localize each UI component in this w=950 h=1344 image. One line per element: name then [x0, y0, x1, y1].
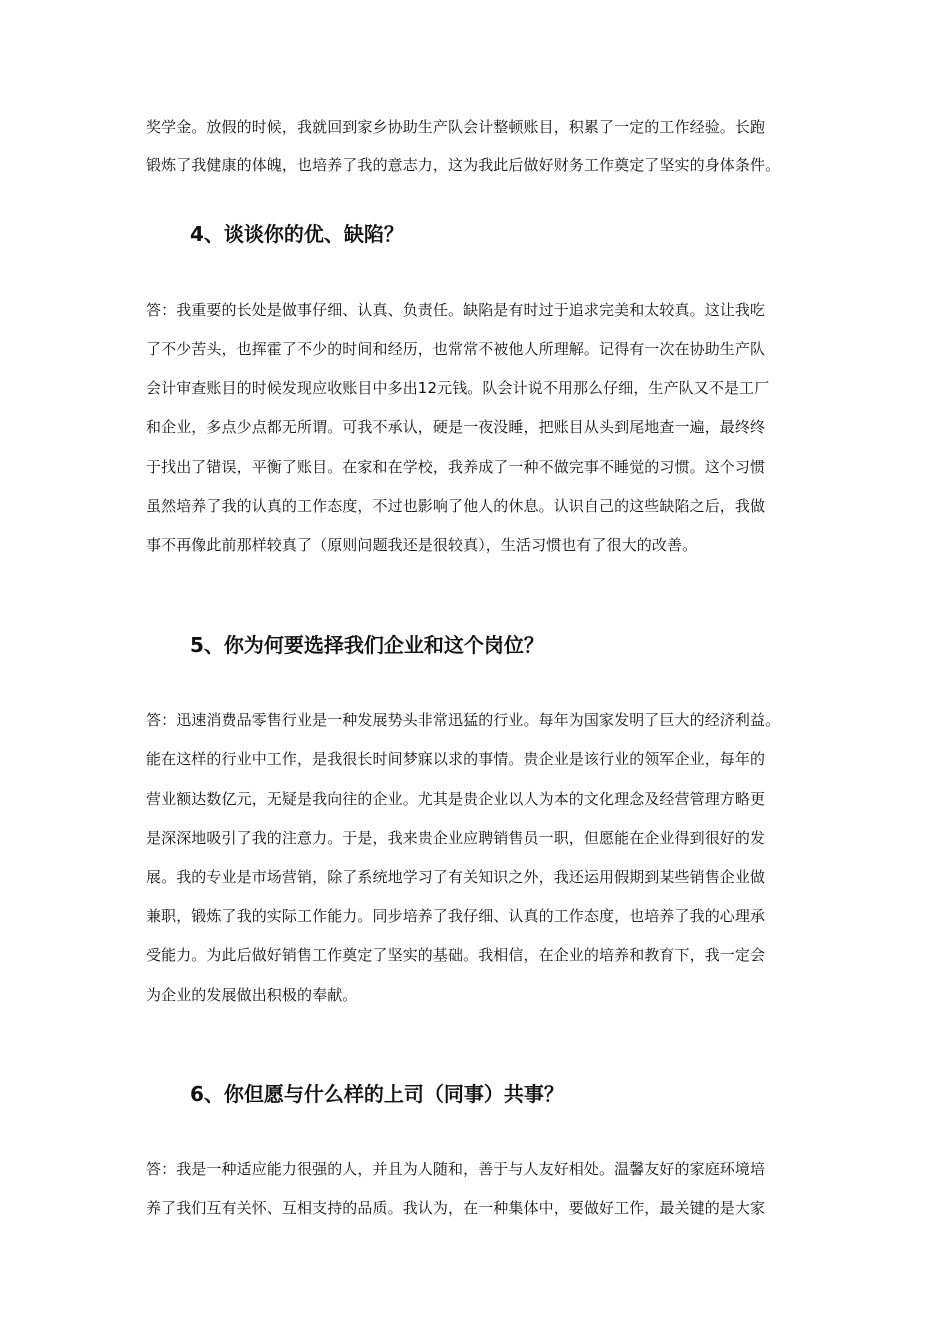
intro-line: 锻炼了我健康的体魄，也培养了我的意志力，这为我此后做好财务工作奠定了坚实的身体条件。	[146, 156, 781, 174]
question-6-heading: 6、你但愿与什么样的上司（同事）共事？	[190, 1082, 564, 1106]
q6-answer-line: 答：我是一种适应能力很强的人，并且为人随和，善于与人友好相处。温馨友好的家庭环境培	[146, 1160, 766, 1178]
q5-answer-line: 是深深地吸引了我的注意力。于是，我来贵企业应聘销售员一职，但愿能在企业得到很好的发	[146, 829, 766, 847]
q5-answer-line: 能在这样的行业中工作，是我很长时间梦寐以求的事情。贵企业是该行业的领军企业，每年的	[146, 750, 766, 768]
q5-answer-line: 营业额达数亿元，无疑是我向往的企业。尤其是贵企业以人为本的文化理念及经营管理方略更	[146, 790, 766, 808]
q4-answer-line: 答：我重要的长处是做事仔细、认真、负责任。缺陷是有时过于追求完美和太较真。这让我吃	[146, 301, 766, 319]
q4-answer-line: 虽然培养了我的认真的工作态度，不过也影响了他人的休息。认识自己的这些缺陷之后，我做	[146, 497, 766, 515]
intro-line: 奖学金。放假的时候，我就回到家乡协助生产队会计整顿账目，积累了一定的工作经验。长跑	[146, 118, 766, 136]
q5-answer-line: 兼职，锻炼了我的实际工作能力。同步培养了我仔细、认真的工作态度，也培养了我的心理承	[146, 907, 766, 925]
q6-answer-line: 养了我们互有关怀、互相支持的品质。我认为，在一种集体中，要做好工作，最关键的是大家	[146, 1199, 766, 1217]
q4-answer-line: 和企业，多点少点都无所谓。可我不承认，硬是一夜没睡，把账目从头到尾地查一遍，最终终	[146, 418, 766, 436]
question-5-heading: 5、你为何要选择我们企业和这个岗位？	[190, 633, 544, 657]
q5-answer-line: 受能力。为此后做好销售工作奠定了坚实的基础。我相信，在企业的培养和教育下，我一定会	[146, 946, 766, 964]
q5-answer-line: 答：迅速消费品零售行业是一种发展势头非常迅猛的行业。每年为国家发明了巨大的经济利益。	[146, 711, 781, 729]
q4-answer-line: 会计审查账目的时候发现应收账目中多出12元钱。队会计说不用那么仔细，生产队又不是工厂	[146, 379, 770, 397]
q4-answer-line: 于找出了错误，平衡了账目。在家和在学校，我养成了一种不做完事不睡觉的习惯。这个习惯	[146, 458, 766, 476]
q5-answer-line: 展。我的专业是市场营销，除了系统地学习了有关知识之外，我还运用假期到某些销售企业做	[146, 868, 766, 886]
q4-answer-line: 事不再像此前那样较真了（原则问题我还是很较真），生活习惯也有了很大的改善。	[146, 536, 698, 554]
question-4-heading: 4、谈谈你的优、缺陷？	[190, 222, 404, 246]
q5-answer-line: 为企业的发展做出积极的奉献。	[146, 986, 358, 1004]
q4-answer-line: 了不少苦头，也挥霍了不少的时间和经历，也常常不被他人所理解。记得有一次在协助生产队	[146, 340, 766, 358]
